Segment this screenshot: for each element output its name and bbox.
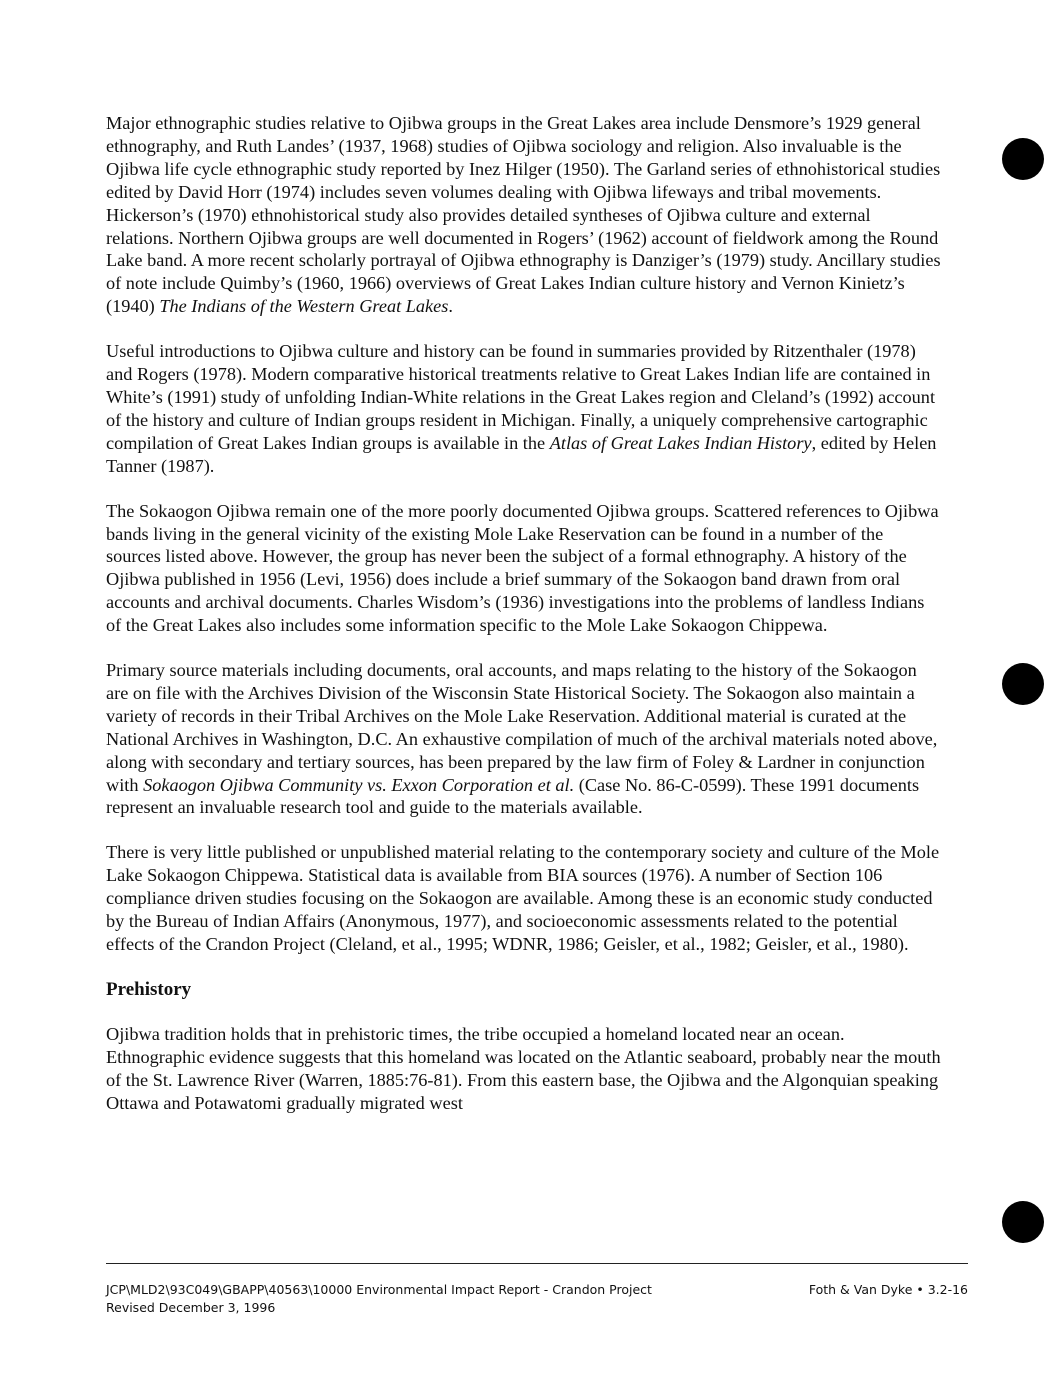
footer-left [106,1281,652,1317]
paragraph-ethnographic-studies: Major ethnographic studies relative to Ojibwa groups in the Great Lakes area include Densmore’s 1929 general ethnography, and Ruth Landes’ (1937, 1968) studies of Ojibwa sociology and religion. Also invaluable is the Ojibwa life cycle ethnographic study reported by Inez Hilger (1950). The Garland series of ethnohistorical studies edited by David Horr (1974) includes seven volumes dealing with Ojibwa lifeways and tribal movements. Hickerson’s (1970) ethnohistorical study also provides detailed syntheses of Ojibwa culture and external relations. Northern Ojibwa groups are well documented in Rogers’ (1962) account of fieldwork among the Round Lake band. A more recent scholarly portrayal of Ojibwa ethnography is Danziger’s (1979) study. Ancillary studies of note include Quimby’s (1960, 1966) overviews of Great Lakes Indian culture history and Vernon Kinietz’s (1940) The Indians of the Western Great Lakes. [106,113,941,317]
book-title: The Indians of the Western Great Lakes [159,296,449,317]
binder-hole-bottom [1002,1201,1044,1243]
paragraph-sokaogon-documentation: The Sokaogon Ojibwa remain one of the more poorly documented Ojibwa groups. Scattered references to Ojibwa bands living in the general vicinity of the existing Mole Lake Reservation can be found in a number of the sources listed above. However, the group has never been the subject of a formal ethnography. A history of the Ojibwa published in 1956 (Levi, 1956) does include a brief summary of the Sokaogon band drawn from oral accounts and archival documents. Charles Wisdom’s (1936) investigations into the problems of landless Indians of the Great Lakes also includes some information specific to the Mole Lake Sokaogon Chippewa. [106,500,939,636]
footer-document-path: JCP\MLD2\93C049\GBAPP\40563\10000 Environmental Impact Report - Crandon Project [106,1282,652,1297]
section-heading: Prehistory [106,978,192,1000]
case-title: Sokaogon Ojibwa Community vs. Exxon Corporation et al. [143,774,575,795]
document-body [106,112,941,1137]
binder-hole-middle [1002,663,1044,705]
footer-page-number: Foth & Van Dyke • 3.2-16 [808,1282,968,1297]
book-title: Atlas of Great Lakes Indian History [549,432,812,453]
binder-hole-top [1002,138,1044,180]
paragraph-contemporary-society: There is very little published or unpublished material relating to the contemporary society and culture of the Mole Lake Sokaogon Chippewa. Statistical data is available from BIA sources (1976). A number of Section 106 compliance driven studies focusing on the Sokaogon are available. Among these is an economic study conducted by the Bureau of Indian Affairs (Anonymous, 1977), and socioeconomic assessments related to the potential effects of the Crandon Project (Cleland, et al., 1995; WDNR, 1986; Geisler, et al., 1982; Geisler, et al., 1980). [106,842,940,954]
paragraph-useful-introductions: Useful introductions to Ojibwa culture and history can be found in summaries provided by Ritzenthaler (1978) and Rogers (1978). Modern comparative historical treatments relative to Great Lakes Indian life are contained in White’s (1991) study of unfolding Indian-White relations in the Great Lakes region and Cleland’s (1992) account of the history and culture of Indian groups resident in Michigan. Finally, a uniquely comprehensive cartographic compilation of Great Lakes Indian groups is available in the Atlas of Great Lakes Indian History, edited by Helen Tanner (1987). [106,341,937,476]
footer-revised-date: Revised December 3, 1996 [106,1300,276,1315]
paragraph-primary-sources: Primary source materials including documents, oral accounts, and maps relating to the history of the Sokaogon are on file with the Archives Division of the Wisconsin State Historical Society. The Sokaogon also maintain a variety of records in their Tribal Archives on the Mole Lake Reservation. Additional material is curated at the National Archives in Washington, D.C. An exhaustive compilation of much of the archival materials noted above, along with secondary and tertiary sources, has been prepared by the law firm of Foley & Lardner in conjunction with Sokaogon Ojibwa Community vs. Exxon Corporation et al. (Case No. 86-C-0599). These 1991 documents represent an invaluable research tool and guide to the materials available. [106,660,938,818]
footer-divider [106,1263,968,1264]
paragraph-prehistory: Ojibwa tradition holds that in prehistoric times, the tribe occupied a homeland located near an ocean. Ethnographic evidence suggests that this homeland was located on the Atlantic seaboard, probably near the mouth of the St. Lawrence River (Warren, 1885:76-81). From this eastern base, the Ojibwa and the Algonquian speaking Ottawa and Potawatomi gradually migrated west [106,1023,941,1113]
